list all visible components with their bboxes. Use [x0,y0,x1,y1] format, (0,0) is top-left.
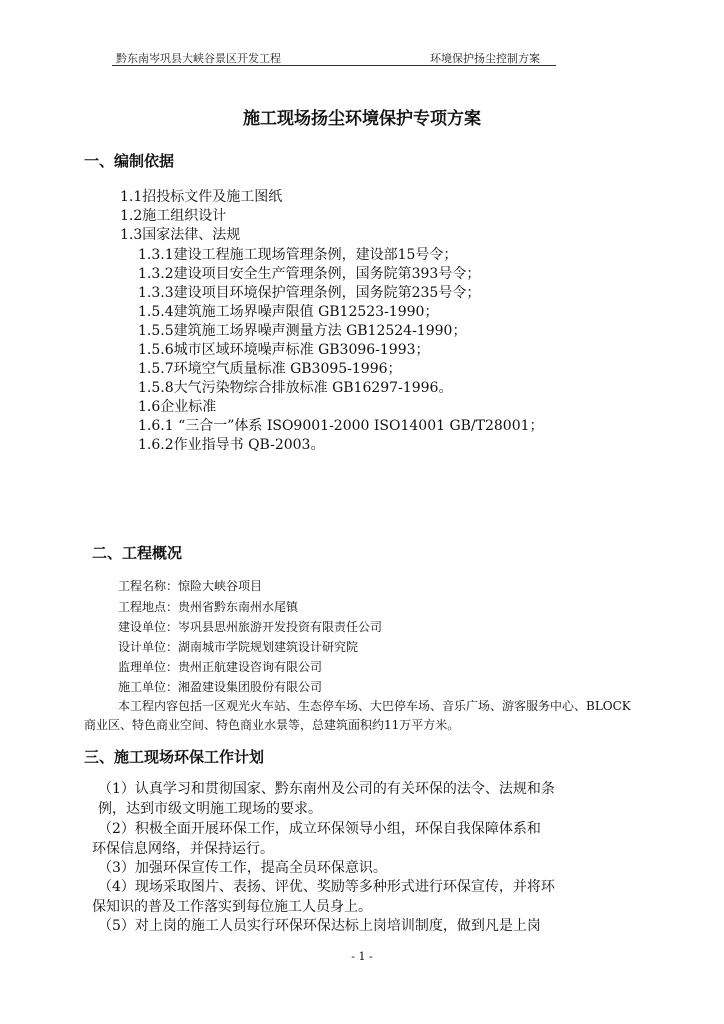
plan-item-3: （3）加强环保宣传工作，提高全员环保意识。 [98,860,387,876]
list-item: 1.3.3建设项目环境保护管理条例，国务院第235号令； [138,285,481,301]
contractor-line: 施工单位：湘盈建设集团股份有限公司 [118,680,323,694]
owner-line: 建设单位：岑巩县思州旅游开发投资有限责任公司 [118,620,383,634]
section-3-heading: 三、施工现场环保工作计划 [84,748,265,766]
project-name-line: 工程名称：惊险大峡谷项目 [118,579,263,593]
section-1-heading: 一、编制依据 [84,152,175,170]
list-item: 1.3国家法律、法规 [120,227,241,243]
header-project-name: 黔东南岑巩县大峡谷景区开发工程 [116,52,281,65]
plan-item-1: （1）认真学习和贯彻国家、黔东南州及公司的有关环保的法令、法规和条 [98,781,555,797]
plan-item-5: （5）对上岗的施工人员实行环保环保达标上岗培训制度，做到凡是上岗 [98,918,541,934]
page-number: - 1 - [351,950,373,963]
list-item: 1.5.7环境空气质量标准 GB3095-1996； [138,361,402,377]
project-location-line: 工程地点：贵州省黔东南州水尾镇 [118,600,299,614]
plan-item-2-cont: 环保信息网络，并保持运行。 [92,841,274,857]
header-rule [112,65,556,66]
list-item: 1.3.1建设工程施工现场管理条例，建设部15号令； [138,247,458,263]
section-2-heading: 二、工程概况 [92,544,183,562]
list-item: 1.6.2作业指导书 QB-2003。 [138,437,325,453]
page-title: 施工现场扬尘环境保护专项方案 [243,109,481,129]
list-item: 1.5.5建筑施工场界噪声测量方法 GB12524-1990； [138,323,467,339]
list-item: 1.6企业标准 [138,399,217,415]
list-item: 1.5.4建筑施工场界噪声限值 GB12523-1990； [138,304,439,320]
list-item: 1.5.6城市区域环境噪声标准 GB3096-1993； [138,342,430,358]
plan-item-1-cont: 例，达到市级文明施工现场的要求。 [98,801,322,817]
list-item: 1.3.2建设项目安全生产管理条例，国务院第393号令； [138,266,481,282]
plan-item-4-cont: 保知识的普及工作落实到每位施工人员身上。 [92,899,372,915]
supervisor-line: 监理单位：贵州正航建设咨询有限公司 [118,660,323,674]
list-item: 1.6.1 “三合一”体系 ISO9001-2000 ISO14001 GB/T28001； [138,418,544,434]
scope-paragraph-line-2: 商业区、特色商业空间、特色商业水景等，总建筑面积约11万平方米。 [84,718,460,732]
plan-item-2: （2）积极全面开展环保工作，成立环保领导小组，环保自我保障体系和 [98,821,541,837]
designer-line: 设计单位：湖南城市学院规划建筑设计研究院 [118,640,359,654]
header-doc-name: 环境保护扬尘控制方案 [430,52,540,65]
plan-item-4: （4）现场采取图片、表扬、评优、奖励等多种形式进行环保宣传，并将环 [98,879,555,895]
list-item: 1.2施工组织设计 [120,208,227,224]
list-item: 1.5.8大气污染物综合排放标准 GB16297-1996。 [138,380,453,396]
list-item: 1.1招投标文件及施工图纸 [120,189,283,205]
scope-paragraph-line-1: 本工程内容包括一区观光火车站、生态停车场、大巴停车场、音乐广场、游客服务中心、BLOCK [118,699,631,713]
